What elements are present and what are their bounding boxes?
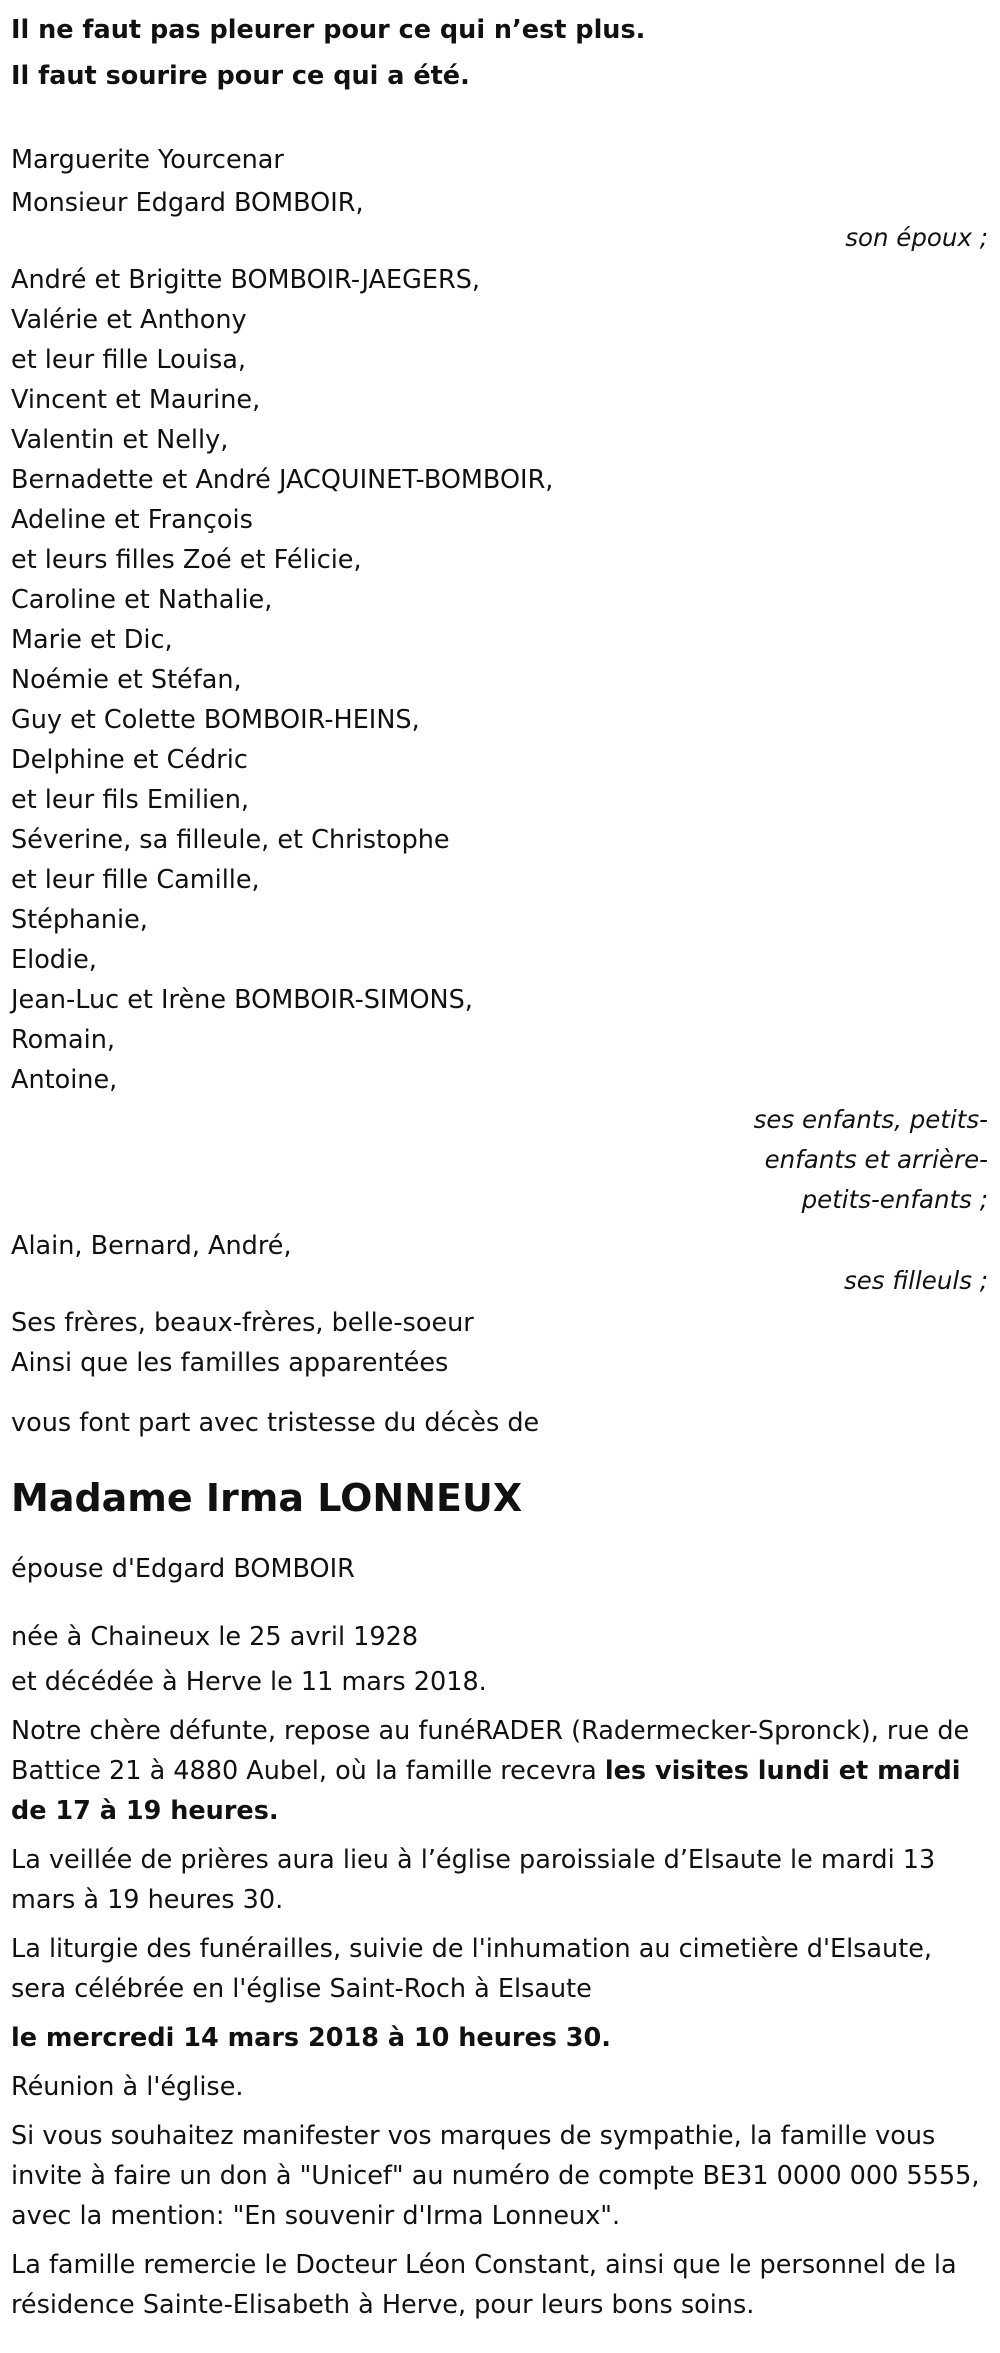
quote-author: Marguerite Yourcenar xyxy=(11,145,284,175)
siblings-line: Ainsi que les familles apparentées xyxy=(11,1348,449,1378)
family-member: Valentin et Nelly, xyxy=(11,425,229,455)
godchildren-role: ses filleuls ; xyxy=(843,1266,988,1295)
donation-paragraph: Si vous souhaitez manifester vos marques de sympathie, la famille vous invite à faire un don à "Unicef" au numéro de compte BE31 0000 000 5555, avec la mention: "En souvenir d'Irma Lonneux". xyxy=(11,2121,980,2231)
family-member: Noémie et Stéfan, xyxy=(11,665,242,695)
deceased-name: Madame Irma LONNEUX xyxy=(11,1476,523,1520)
deceased-spouse-of: épouse d'Edgard BOMBOIR xyxy=(11,1554,355,1584)
visits-text: les visites lundi et mardi de 17 à 19 heures. xyxy=(11,1756,961,1826)
spouse-role: son époux ; xyxy=(845,223,988,252)
godchildren-block xyxy=(11,1226,988,1301)
family-member: Jean-Luc et Irène BOMBOIR-SIMONS, xyxy=(11,985,473,1015)
family-role-line: enfants et arrière- xyxy=(764,1145,988,1174)
deceased-born: née à Chaineux le 25 avril 1928 xyxy=(11,1622,419,1652)
family-member: André et Brigitte BOMBOIR-JAEGERS, xyxy=(11,265,480,295)
family-member: et leurs filles Zoé et Félicie, xyxy=(11,545,362,575)
family-member: Stéphanie, xyxy=(11,905,148,935)
family-list xyxy=(11,260,988,1100)
funeral-meeting: Réunion à l'église. xyxy=(11,2072,244,2102)
family-block xyxy=(11,260,988,1220)
siblings-block xyxy=(11,1303,988,1383)
quote-line: Il faut sourire pour ce qui a été. xyxy=(11,61,470,91)
spouse-name: Monsieur Edgard BOMBOIR, xyxy=(11,188,364,218)
family-member: Elodie, xyxy=(11,945,97,975)
family-member: Delphine et Cédric xyxy=(11,745,248,775)
family-member: Séverine, sa filleule, et Christophe xyxy=(11,825,450,855)
thanks-paragraph: La famille remercie le Docteur Léon Constant, ainsi que le personnel de la résidence Sainte-Elisabeth à Herve, pour leurs bons soins. xyxy=(11,2250,957,2320)
family-member: Guy et Colette BOMBOIR-HEINS, xyxy=(11,705,420,735)
family-member: Marie et Dic, xyxy=(11,625,173,655)
funeral-date: le mercredi 14 mars 2018 à 10 heures 30. xyxy=(11,2023,611,2053)
family-member: Caroline et Nathalie, xyxy=(11,585,273,615)
family-member: et leur fille Louisa, xyxy=(11,345,246,375)
family-role-line: petits-enfants ; xyxy=(801,1185,988,1214)
family-member: et leur fille Camille, xyxy=(11,865,260,895)
vigil-paragraph: La veillée de prières aura lieu à l’église paroissiale d’Elsaute le mardi 13 mars à 19 heures 30. xyxy=(11,1845,936,1915)
quote xyxy=(11,0,988,99)
family-role-line: ses enfants, petits- xyxy=(753,1105,988,1134)
quote-line: Il ne faut pas pleurer pour ce qui n’est plus. xyxy=(11,15,646,45)
family-member: Antoine, xyxy=(11,1065,118,1095)
funeral-paragraph: La liturgie des funérailles, suivie de l'inhumation au cimetière d'Elsaute, sera célébrée en l'église Saint-Roch à Elsaute xyxy=(11,1934,933,2004)
family-member: Vincent et Maurine, xyxy=(11,385,261,415)
family-member: Romain, xyxy=(11,1025,115,1055)
siblings-line: Ses frères, beaux-frères, belle-soeur xyxy=(11,1308,474,1338)
family-role xyxy=(716,1100,988,1220)
rest-paragraph xyxy=(11,1711,988,1831)
family-member: Bernadette et André JACQUINET-BOMBOIR, xyxy=(11,465,554,495)
family-member: et leur fils Emilien, xyxy=(11,785,250,815)
family-member: Valérie et Anthony xyxy=(11,305,247,335)
godchildren-names: Alain, Bernard, André, xyxy=(11,1231,292,1261)
rest-text: Notre chère défunte, repose au funéRADER (Radermecker-Spronck), rue de Battice 21 à 4880 Aubel, où la famille recevra xyxy=(11,1716,970,1786)
spouse-block xyxy=(11,183,988,258)
announcement: vous font part avec tristesse du décès de xyxy=(11,1408,540,1438)
deceased-died: et décédée à Herve le 11 mars 2018. xyxy=(11,1667,487,1697)
family-member: Adeline et François xyxy=(11,505,253,535)
